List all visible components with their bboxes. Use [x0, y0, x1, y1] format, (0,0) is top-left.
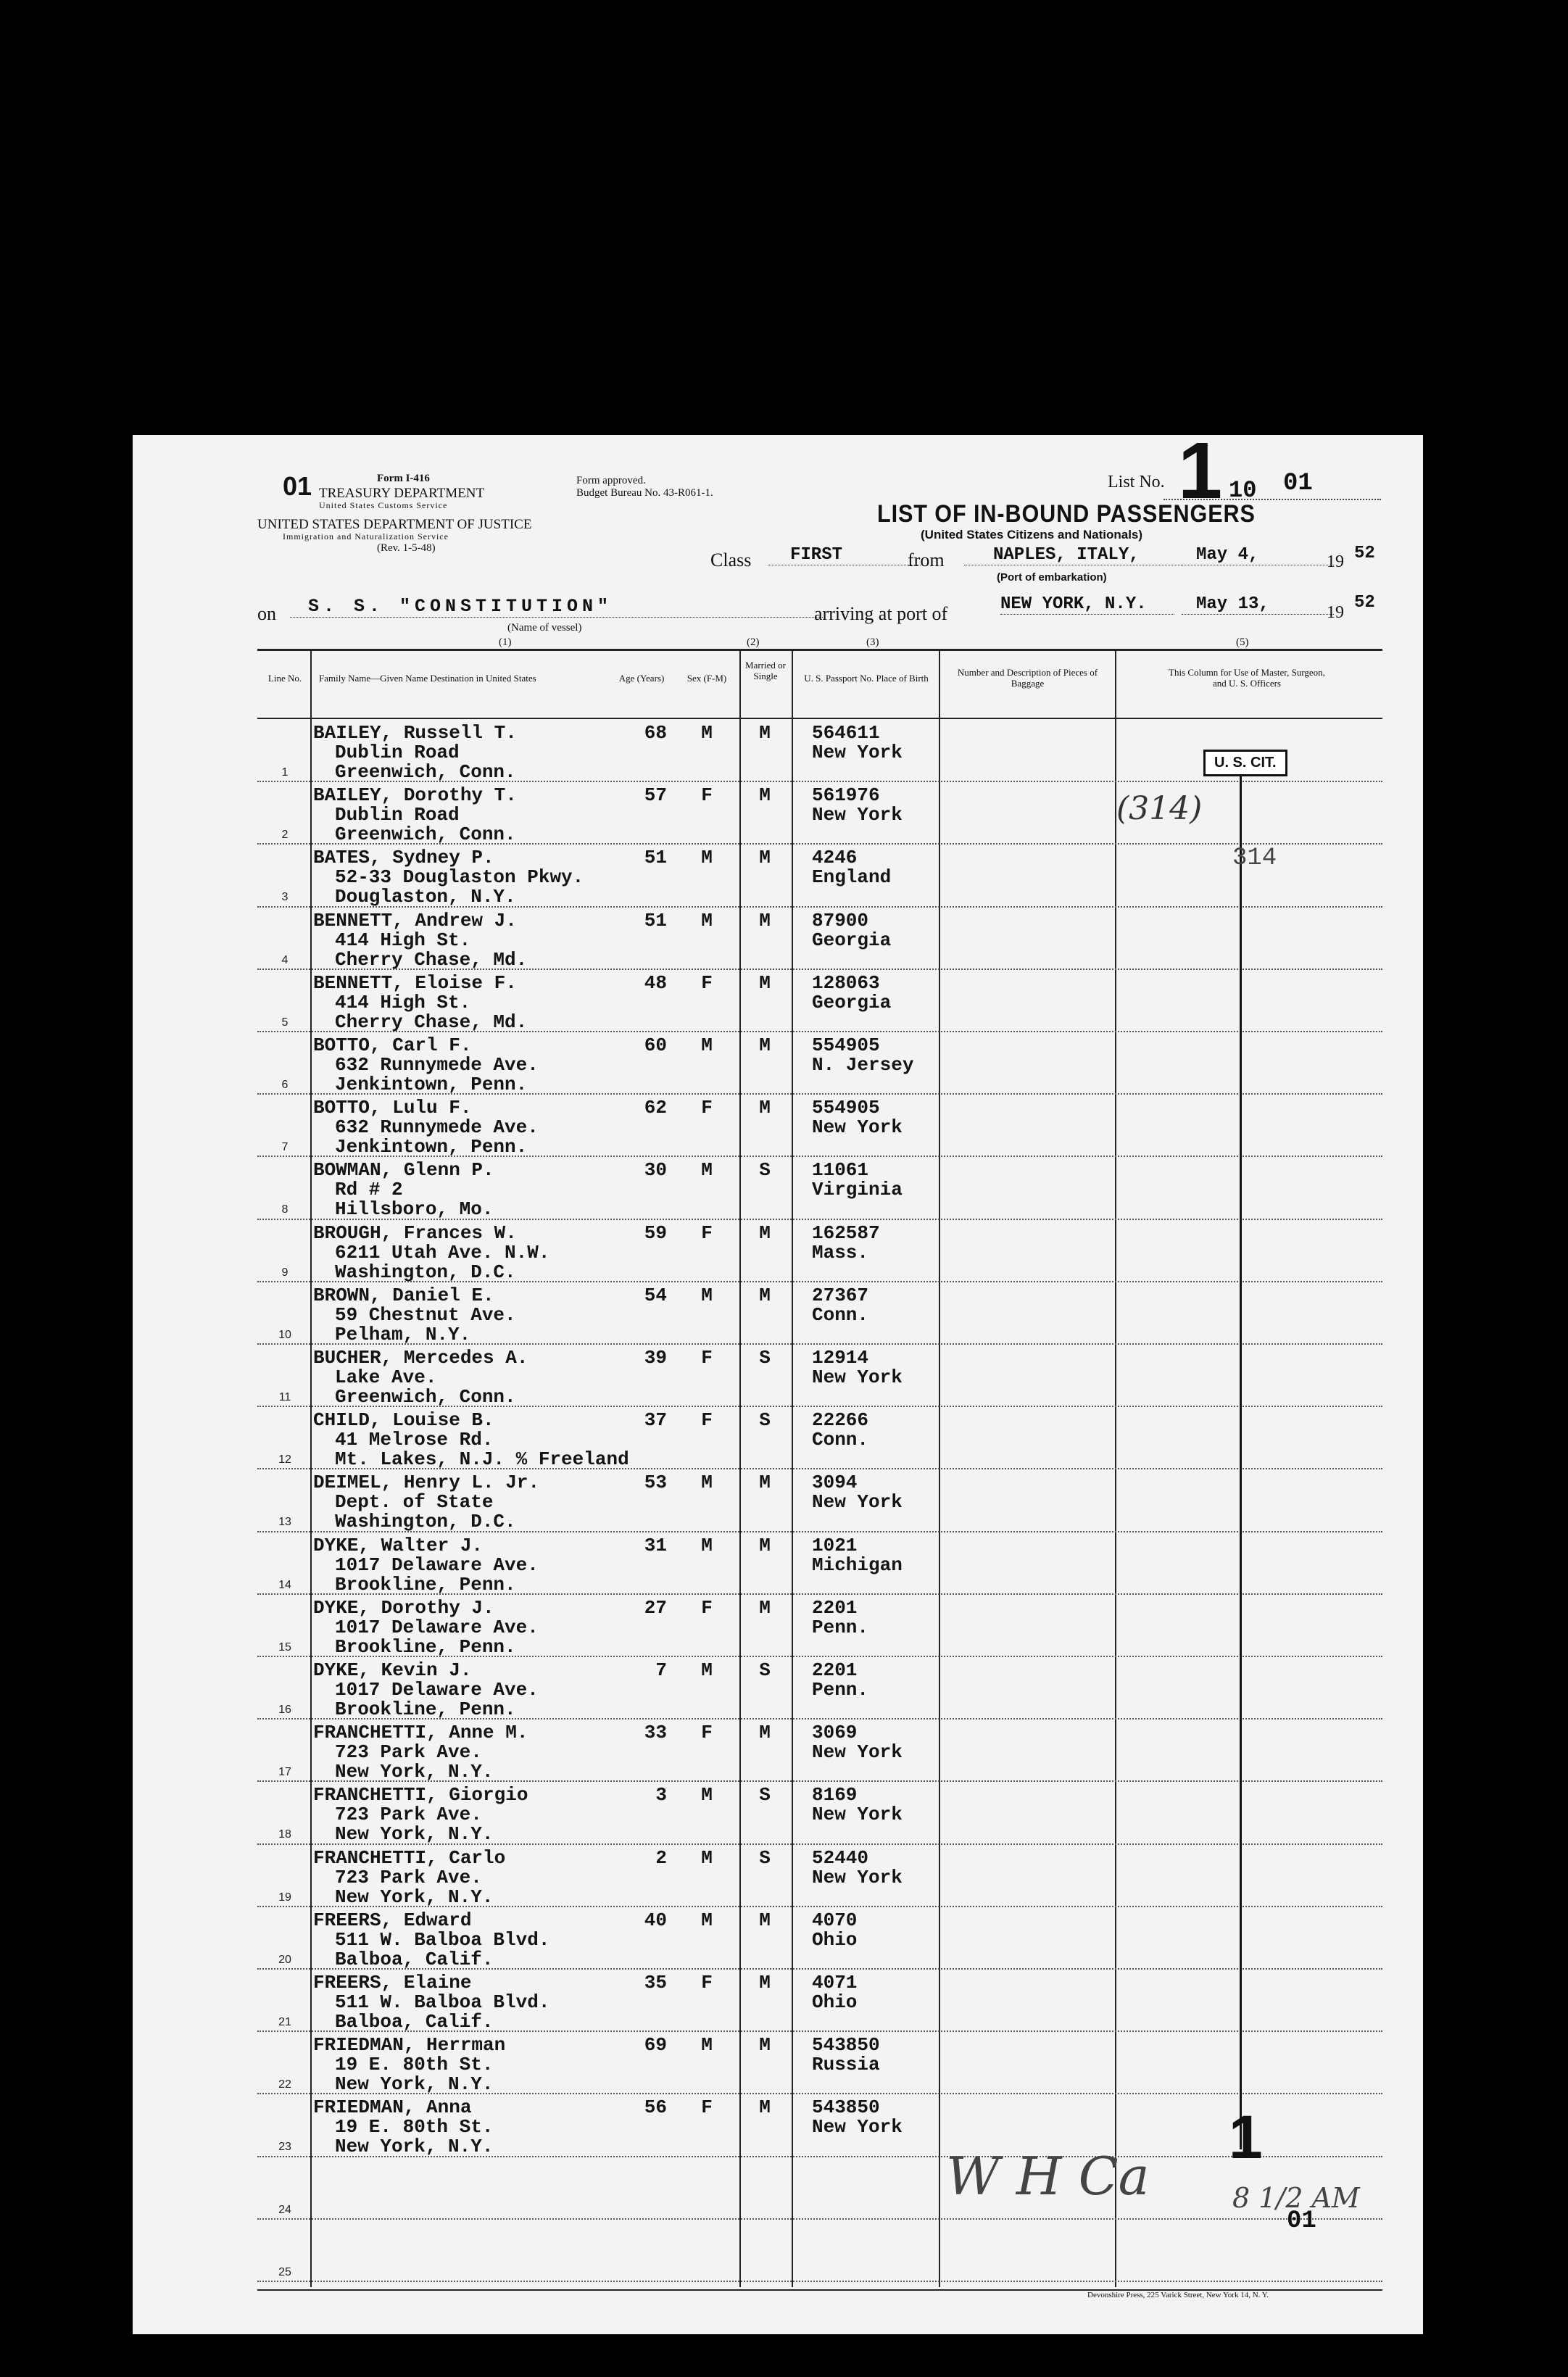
vessel-name: S. S. "CONSTITUTION"	[290, 596, 823, 618]
passport-number: 12914	[812, 1347, 869, 1369]
sex-value: M	[701, 1909, 713, 1931]
line-number: 24	[278, 2203, 291, 2216]
address-street: 1017 Delaware Ave.	[335, 1553, 539, 1576]
arrival-date: May 13,	[1182, 594, 1334, 615]
passport-number: 4246	[812, 847, 858, 869]
row-divider	[257, 781, 1382, 783]
age-value: 53	[644, 1472, 667, 1494]
port-embark-caption: (Port of embarkation)	[997, 571, 1107, 584]
row-divider	[257, 1219, 1382, 1221]
passport-number: 162587	[812, 1221, 880, 1244]
line-number: 11	[278, 1391, 291, 1403]
line-number: 8	[281, 1203, 289, 1216]
line-number: 20	[278, 1953, 291, 1966]
address-city: Hillsboro, Mo.	[335, 1198, 494, 1221]
line-number: 12	[278, 1453, 291, 1467]
birthplace: Georgia	[812, 929, 892, 951]
marital-status: M	[759, 971, 771, 994]
row-divider	[257, 1093, 1382, 1095]
column-number-5: (5)	[1236, 636, 1249, 648]
passenger-name: BROUGH, Frances W.	[313, 1221, 517, 1244]
officer-vertical-mark	[1240, 768, 1242, 2149]
arrival-port: NEW YORK, N.Y.	[1000, 594, 1174, 615]
age-value: 37	[644, 1409, 667, 1432]
age-value: 27	[644, 1596, 667, 1619]
birthplace: New York	[812, 1116, 903, 1139]
address-street: Lake Ave.	[335, 1366, 437, 1388]
sex-value: F	[701, 1596, 713, 1619]
age-value: 56	[644, 2096, 667, 2119]
header-passport: U. S. Passport No. Place of Birth	[804, 673, 929, 684]
address-street: 19 E. 80th St.	[335, 2054, 494, 2076]
birthplace: Virginia	[812, 1179, 903, 1201]
marital-status: M	[759, 847, 771, 869]
header-age: Age (Years)	[618, 673, 665, 684]
marital-status: S	[759, 1159, 771, 1182]
marital-status: M	[759, 1972, 771, 1994]
address-street: 414 High St.	[335, 991, 471, 1013]
passenger-name: FREERS, Edward	[313, 1909, 472, 1931]
birthplace: Penn.	[812, 1679, 869, 1701]
address-street: Dublin Road	[335, 742, 460, 763]
passport-number: 543850	[812, 2096, 880, 2119]
passenger-name: BOTTO, Carl F.	[313, 1034, 472, 1056]
line-number: 10	[278, 1328, 291, 1341]
passenger-name: BENNETT, Andrew J.	[313, 909, 517, 932]
row-divider	[257, 1906, 1382, 1908]
age-value: 69	[644, 2034, 667, 2057]
column-number-3: (3)	[866, 636, 879, 648]
header-married: Married or Single	[745, 660, 786, 681]
birthplace: New York	[812, 2116, 903, 2139]
address-city: New York, N.Y.	[335, 2073, 494, 2096]
birthplace: New York	[812, 1866, 903, 1888]
row-divider	[257, 1281, 1382, 1283]
line-number: 17	[278, 1766, 291, 1779]
age-value: 2	[655, 1846, 667, 1869]
line-number: 21	[278, 2016, 291, 2028]
address-street: 41 Melrose Rd.	[335, 1429, 494, 1451]
customs-label: United States Customs Service	[319, 500, 448, 510]
sex-value: F	[701, 971, 713, 994]
age-value: 3	[655, 1784, 667, 1806]
birthplace: Michigan	[812, 1553, 903, 1576]
address-street: 511 W. Balboa Blvd.	[335, 1991, 550, 2013]
age-value: 59	[644, 1221, 667, 1244]
printer-footer: Devonshire Press, 225 Varick Street, New York 14, N. Y.	[1087, 2291, 1269, 2299]
right-code: 01	[1283, 470, 1313, 497]
address-city: Brookline, Penn.	[335, 1573, 516, 1596]
address-street: 59 Chestnut Ave.	[335, 1303, 516, 1326]
age-value: 62	[644, 1097, 667, 1119]
address-city: New York, N.Y.	[335, 1823, 494, 1846]
revision-label: (Rev. 1-5-48)	[377, 542, 436, 554]
marital-status: M	[759, 1097, 771, 1119]
row-divider	[257, 843, 1382, 845]
marital-status: M	[759, 1221, 771, 1244]
passenger-name: DYKE, Kevin J.	[313, 1659, 472, 1681]
form-approved-label: Form approved.	[576, 475, 646, 486]
address-city: Balboa, Calif.	[335, 2011, 494, 2033]
address-city: Greenwich, Conn.	[335, 1386, 516, 1408]
count-circle-note: (314)	[1116, 790, 1203, 827]
count-right-note: 314	[1232, 845, 1277, 872]
address-city: Balboa, Calif.	[335, 1948, 494, 1970]
header-officers: This Column for Use of Master, Surgeon, and U. S. Officers	[1169, 667, 1325, 689]
sex-value: F	[701, 1097, 713, 1119]
line-number: 3	[281, 891, 289, 904]
row-divider	[257, 2218, 1382, 2220]
passport-number: 1021	[812, 1534, 858, 1556]
age-value: 60	[644, 1034, 667, 1056]
address-street: 1017 Delaware Ave.	[335, 1616, 539, 1638]
birthplace: Mass.	[812, 1241, 869, 1264]
budget-bureau-label: Budget Bureau No. 43-R061-1.	[576, 487, 713, 499]
passenger-name: BATES, Sydney P.	[313, 847, 494, 869]
marital-status: M	[759, 1909, 771, 1931]
birthplace: Penn.	[812, 1616, 869, 1638]
passport-number: 2201	[812, 1596, 858, 1619]
address-street: 52-33 Douglaston Pkwy.	[335, 866, 584, 889]
arrival-year: 52	[1354, 593, 1375, 613]
marital-status: S	[759, 1846, 771, 1869]
sex-value: F	[701, 1221, 713, 1244]
address-city: Cherry Chase, Md.	[335, 1011, 528, 1033]
passenger-name: BOTTO, Lulu F.	[313, 1097, 472, 1119]
arrival-year-prefix: 19	[1327, 603, 1344, 622]
time-note: 8 1/2 AM	[1232, 2182, 1360, 2214]
passport-number: 4070	[812, 1909, 858, 1931]
sex-value: F	[701, 1722, 713, 1744]
document-subtitle: (United States Citizens and Nationals)	[921, 528, 1143, 542]
address-city: Cherry Chase, Md.	[335, 948, 528, 971]
embark-date-value: May 4,	[1182, 545, 1334, 565]
passport-number: 11061	[812, 1159, 869, 1182]
header-sex: Sex (F-M)	[686, 673, 727, 684]
birthplace: Conn.	[812, 1303, 869, 1326]
row-divider	[257, 1156, 1382, 1158]
marital-status: M	[759, 909, 771, 932]
address-city: Jenkintown, Penn.	[335, 1074, 528, 1095]
passenger-name: DYKE, Walter J.	[313, 1534, 484, 1556]
row-divider	[257, 2156, 1382, 2158]
birthplace: New York	[812, 1491, 903, 1514]
passport-number: 3069	[812, 1722, 858, 1744]
passenger-name: FRANCHETTI, Anne M.	[313, 1722, 528, 1744]
line-number: 13	[278, 1516, 291, 1529]
sex-value: F	[701, 2096, 713, 2119]
left-code: 01	[283, 471, 312, 501]
row-divider	[257, 1343, 1382, 1345]
address-city: Brookline, Penn.	[335, 1635, 516, 1658]
passenger-name: BOWMAN, Glenn P.	[313, 1159, 494, 1182]
line-number: 7	[281, 1141, 289, 1154]
address-city: New York, N.Y.	[335, 1761, 494, 1783]
marital-status: M	[759, 784, 771, 807]
sex-value: M	[701, 1034, 713, 1056]
header-line-no: Line No.	[267, 673, 302, 684]
row-divider	[257, 1406, 1382, 1408]
address-city: Douglaston, N.Y.	[335, 886, 516, 908]
page-code: 01	[1287, 2207, 1316, 2235]
sex-value: F	[701, 1347, 713, 1369]
marital-status: M	[759, 1596, 771, 1619]
age-value: 30	[644, 1159, 667, 1182]
passenger-name: BUCHER, Mercedes A.	[313, 1347, 528, 1369]
age-value: 51	[644, 909, 667, 932]
birthplace: New York	[812, 1741, 903, 1764]
passport-number: 561976	[812, 784, 880, 807]
marital-status: M	[759, 2096, 771, 2119]
address-street: 723 Park Ave.	[335, 1741, 482, 1764]
passport-number: 564611	[812, 722, 880, 744]
list-number-label: List No.	[1108, 473, 1165, 491]
embark-port-value: NAPLES, ITALY,	[964, 545, 1182, 565]
header-name: Family Name—Given Name Destination in United States	[319, 673, 536, 684]
passport-number: 543850	[812, 2034, 880, 2057]
age-value: 31	[644, 1534, 667, 1556]
treasury-label: TREASURY DEPARTMENT	[319, 486, 485, 501]
age-value: 51	[644, 847, 667, 869]
officer-signature: W H Ca	[946, 2146, 1150, 2207]
address-street: 632 Runnymede Ave.	[335, 1054, 539, 1076]
passenger-name: BROWN, Daniel E.	[313, 1284, 494, 1306]
marital-status: S	[759, 1347, 771, 1369]
line-number: 14	[278, 1578, 291, 1591]
sex-value: M	[701, 1284, 713, 1306]
passenger-name: FRANCHETTI, Carlo	[313, 1846, 506, 1869]
sex-value: M	[701, 909, 713, 932]
sex-value: M	[701, 1659, 713, 1681]
passenger-name: FRIEDMAN, Anna	[313, 2096, 472, 2119]
address-street: 414 High St.	[335, 929, 471, 951]
citizen-stamp: U. S. CIT.	[1203, 750, 1287, 776]
line-number: 5	[281, 1016, 289, 1029]
sex-value: M	[701, 1159, 713, 1182]
class-value: FIRST	[768, 545, 921, 565]
birthplace: Georgia	[812, 991, 892, 1013]
age-value: 33	[644, 1722, 667, 1744]
line-number: 15	[278, 1640, 291, 1654]
ins-label: Immigration and Naturalization Service	[283, 531, 449, 542]
address-city: Brookline, Penn.	[335, 1698, 516, 1720]
birthplace: New York	[812, 1366, 903, 1388]
list-number-value: 1	[1178, 426, 1223, 515]
sex-value: M	[701, 847, 713, 869]
row-divider	[257, 2093, 1382, 2095]
passport-number: 554905	[812, 1034, 880, 1056]
document-title: LIST OF IN-BOUND PASSENGERS	[877, 500, 1256, 528]
row-divider	[257, 906, 1382, 908]
marital-status: S	[759, 1659, 771, 1681]
age-value: 48	[644, 971, 667, 994]
line-number: 23	[278, 2141, 291, 2154]
sex-value: M	[701, 1784, 713, 1806]
passenger-name: BAILEY, Russell T.	[313, 722, 517, 744]
passport-number: 22266	[812, 1409, 869, 1432]
birthplace: N. Jersey	[812, 1054, 914, 1076]
passport-number: 27367	[812, 1284, 869, 1306]
row-divider	[257, 1843, 1382, 1846]
address-city: Washington, D.C.	[335, 1511, 516, 1533]
address-city: Mt. Lakes, N.J. % Freeland	[335, 1448, 629, 1471]
passenger-name: FRANCHETTI, Giorgio	[313, 1784, 528, 1806]
passenger-name: DEIMEL, Henry L. Jr.	[313, 1472, 540, 1494]
line-number: 9	[281, 1266, 289, 1279]
line-number: 22	[278, 2078, 291, 2091]
column-number-1: (1)	[499, 636, 512, 648]
on-label: on	[257, 603, 276, 624]
row-divider	[257, 1780, 1382, 1783]
justice-label: UNITED STATES DEPARTMENT OF JUSTICE	[257, 517, 532, 532]
row-divider	[257, 968, 1382, 971]
year-value: 52	[1354, 544, 1375, 563]
marital-status: S	[759, 1409, 771, 1432]
passenger-name: BENNETT, Eloise F.	[313, 971, 517, 994]
birthplace: Ohio	[812, 1928, 858, 1951]
address-street: Dept. of State	[335, 1491, 494, 1514]
address-street: 723 Park Ave.	[335, 1804, 482, 1826]
passport-number: 554905	[812, 1097, 880, 1119]
address-city: Greenwich, Conn.	[335, 761, 516, 783]
address-street: Rd # 2	[335, 1179, 403, 1201]
passenger-name: FREERS, Elaine	[313, 1972, 472, 1994]
sex-value: M	[701, 1846, 713, 1869]
row-divider	[257, 1531, 1382, 1533]
address-city: New York, N.Y.	[335, 2136, 494, 2158]
marital-status: M	[759, 1722, 771, 1744]
marital-status: M	[759, 1034, 771, 1056]
marital-status: M	[759, 1472, 771, 1494]
form-number: Form I-416	[377, 473, 430, 484]
column-number-2: (2)	[747, 636, 760, 648]
row-divider	[257, 2281, 1382, 2283]
row-divider	[257, 1468, 1382, 1470]
passport-number: 4071	[812, 1972, 858, 1994]
sex-value: M	[701, 1472, 713, 1494]
birthplace: New York	[812, 1804, 903, 1826]
address-city: Washington, D.C.	[335, 1261, 516, 1283]
age-value: 39	[644, 1347, 667, 1369]
passport-number: 2201	[812, 1659, 858, 1681]
passport-number: 87900	[812, 909, 869, 932]
marital-status: M	[759, 2034, 771, 2057]
total-mark: 1	[1229, 2103, 1263, 2171]
address-street: Dublin Road	[335, 804, 460, 826]
from-label: from	[908, 549, 945, 571]
sex-value: M	[701, 2034, 713, 2057]
birthplace: England	[812, 866, 892, 889]
class-label: Class	[710, 549, 752, 571]
line-number: 2	[281, 829, 289, 842]
row-divider	[257, 1031, 1382, 1033]
line-number: 25	[278, 2265, 291, 2278]
passport-number: 128063	[812, 971, 880, 994]
line-number: 6	[281, 1079, 289, 1091]
address-street: 6211 Utah Ave. N.W.	[335, 1241, 550, 1264]
age-value: 68	[644, 722, 667, 744]
vessel-caption: (Name of vessel)	[507, 622, 582, 634]
address-street: 723 Park Ave.	[335, 1866, 482, 1888]
sex-value: F	[701, 784, 713, 807]
row-divider	[257, 1718, 1382, 1720]
address-city: New York, N.Y.	[335, 1886, 494, 1908]
passenger-name: CHILD, Louise B.	[313, 1409, 494, 1432]
header-baggage: Number and Description of Pieces of Baggage	[957, 667, 1098, 689]
passport-number: 8169	[812, 1784, 858, 1806]
address-city: Greenwich, Conn.	[335, 824, 516, 846]
passport-number: 3094	[812, 1472, 858, 1494]
marital-status: M	[759, 1534, 771, 1556]
birthplace: Ohio	[812, 1991, 858, 2013]
row-divider	[257, 1656, 1382, 1658]
marital-status: M	[759, 1284, 771, 1306]
age-value: 40	[644, 1909, 667, 1931]
row-divider	[257, 1593, 1382, 1596]
line-number: 19	[278, 1891, 291, 1904]
age-value: 54	[644, 1284, 667, 1306]
passenger-name: BAILEY, Dorothy T.	[313, 784, 517, 807]
passport-number: 52440	[812, 1846, 869, 1869]
address-street: 19 E. 80th St.	[335, 2116, 494, 2139]
address-city: Pelham, N.Y.	[335, 1323, 471, 1345]
sex-value: M	[701, 722, 713, 744]
passenger-name: FRIEDMAN, Herrman	[313, 2034, 506, 2057]
line-number: 18	[278, 1828, 291, 1841]
address-street: 511 W. Balboa Blvd.	[335, 1928, 550, 1951]
age-value: 57	[644, 784, 667, 807]
birthplace: New York	[812, 742, 903, 763]
marital-status: M	[759, 722, 771, 744]
sex-value: M	[701, 1534, 713, 1556]
age-value: 7	[655, 1659, 667, 1681]
passenger-name: DYKE, Dorothy J.	[313, 1596, 494, 1619]
row-divider	[257, 1968, 1382, 1970]
sex-value: F	[701, 1409, 713, 1432]
address-city: Jenkintown, Penn.	[335, 1136, 528, 1158]
arriving-label: arriving at port of	[814, 603, 948, 624]
year-prefix: 19	[1327, 552, 1344, 571]
line-number: 1	[281, 766, 289, 779]
line-number: 4	[281, 953, 289, 966]
address-street: 632 Runnymede Ave.	[335, 1116, 539, 1139]
address-street: 1017 Delaware Ave.	[335, 1679, 539, 1701]
marital-status: S	[759, 1784, 771, 1806]
row-divider	[257, 2030, 1382, 2033]
birthplace: New York	[812, 804, 903, 826]
birthplace: Conn.	[812, 1429, 869, 1451]
age-value: 35	[644, 1972, 667, 1994]
list-number-suffix: 10	[1229, 477, 1257, 504]
line-number: 16	[278, 1704, 291, 1716]
sex-value: F	[701, 1972, 713, 1994]
birthplace: Russia	[812, 2054, 880, 2076]
